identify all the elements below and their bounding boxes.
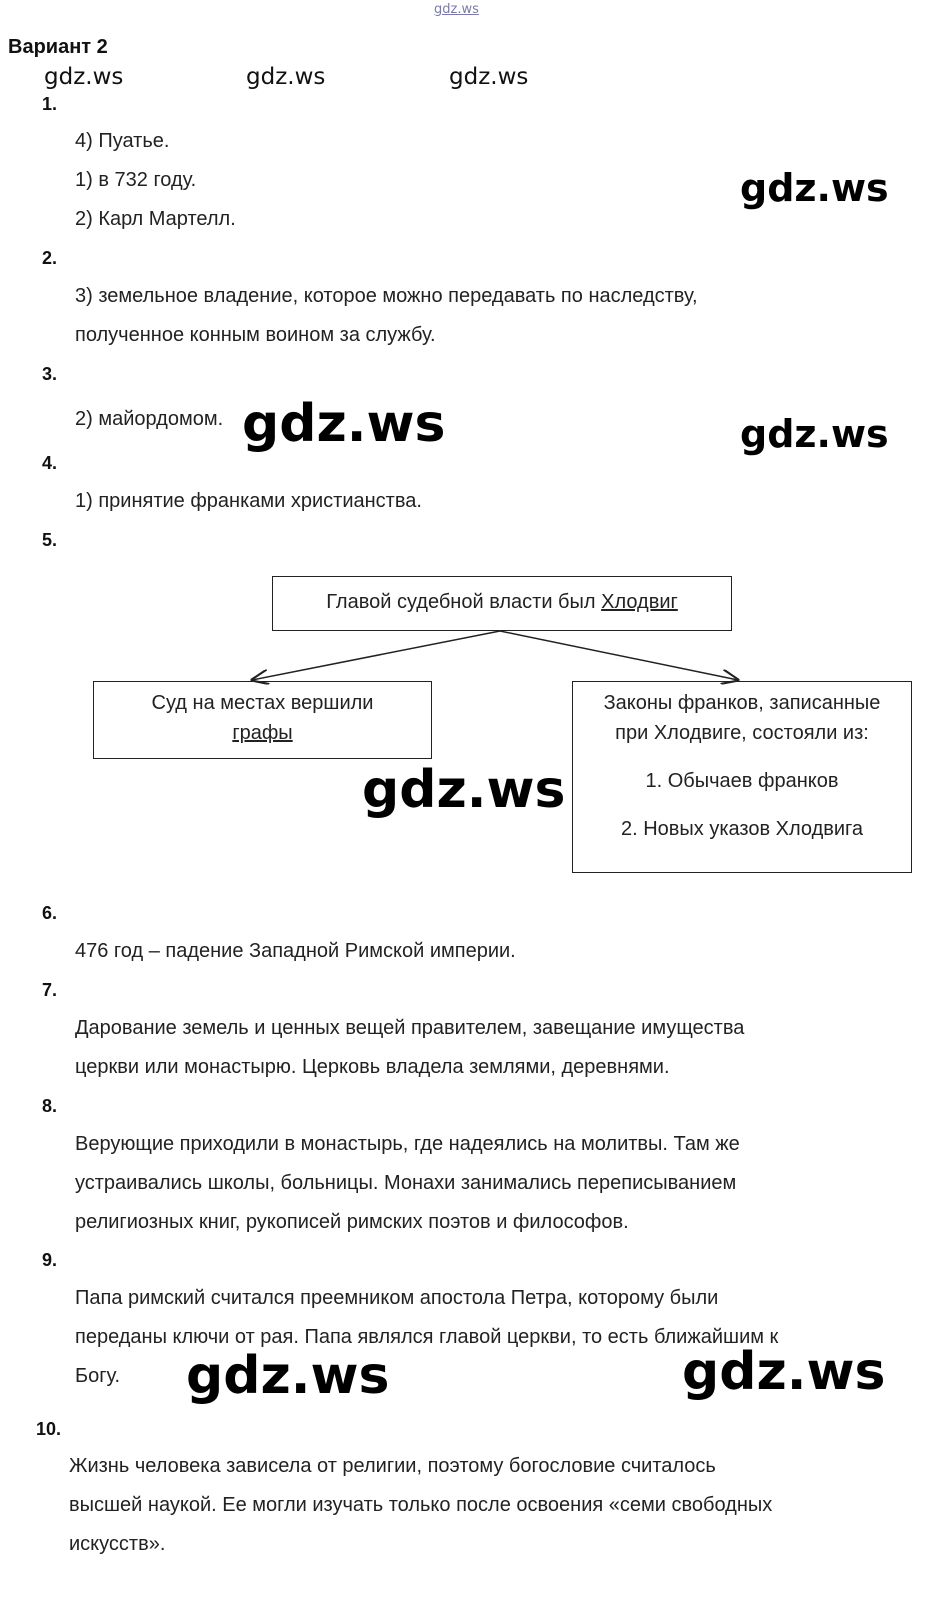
diagram-right-box-line2: при Хлодвиге, состояли из: (615, 722, 869, 744)
question-2-answer-1: 3) земельное владение, которое можно передавать по наследству, (75, 285, 698, 307)
watermark-bottom-right: gdz.ws (682, 1342, 886, 1402)
question-8-answer-2: устраивались школы, больницы. Монахи занимались переписыванием (75, 1172, 737, 1194)
question-8-answer-1: Верующие приходили в монастырь, где надеялись на молитвы. Там же (75, 1133, 740, 1155)
diagram-right-box (572, 681, 912, 873)
question-9-answer-1: Папа римский считался преемником апостола Петра, которому были (75, 1287, 719, 1309)
diagram-left-box-underlined: графы (232, 722, 293, 744)
question-5-number: 5. (42, 530, 58, 550)
question-10-answer-1: Жизнь человека зависела от религии, поэтому богословие считалось (69, 1455, 716, 1477)
question-4-number: 4. (42, 453, 58, 473)
diagram-top-box (272, 576, 732, 631)
watermark-center-2: gdz.ws (362, 760, 566, 820)
question-2-number: 2. (42, 248, 58, 268)
watermark-header-2: gdz.ws (246, 64, 326, 90)
watermark-header-3: gdz.ws (449, 64, 529, 90)
watermark-right-1: gdz.ws (740, 166, 889, 210)
question-1-answer-1: 4) Пуатье. (75, 130, 170, 152)
question-2-answer-2: полученное конным воином за службу. (75, 324, 436, 346)
question-7-answer-1: Дарование земель и ценных вещей правителем, завещание имущества (75, 1017, 745, 1039)
watermark-right-2: gdz.ws (740, 412, 889, 456)
diagram-right-box-line1: Законы франков, записанные (603, 692, 881, 714)
watermark-header-1: gdz.ws (44, 64, 124, 90)
diagram-top-box-underlined: Хлодвиг (601, 591, 678, 613)
watermark-bottom-left: gdz.ws (186, 1346, 390, 1406)
question-8-number: 8. (42, 1096, 58, 1116)
diagram-left-box-line1: Суд на местах вершили (151, 692, 374, 714)
question-10-number: 10. (36, 1419, 62, 1439)
question-7-number: 7. (42, 980, 58, 1000)
question-8-answer-3: религиозных книг, рукописей римских поэтов и философов. (75, 1211, 629, 1233)
arrow-to-right-box (500, 631, 738, 680)
diagram-top-box-text: Главой судебной власти был (326, 591, 602, 613)
question-3-number: 3. (42, 364, 58, 384)
question-1-answer-3: 2) Карл Мартелл. (75, 208, 236, 230)
diagram-left-box (93, 681, 432, 759)
watermark-top: gdz.ws (434, 2, 479, 17)
question-9-number: 9. (42, 1250, 58, 1270)
question-10-answer-3: искусств». (69, 1533, 166, 1555)
question-4-answer-1: 1) принятие франками христианства. (75, 490, 422, 512)
diagram-right-box-item2: 2. Новых указов Хлодвига (620, 818, 864, 840)
arrow-to-left-box (252, 631, 500, 680)
question-6-answer-1: 476 год – падение Западной Римской империи. (75, 940, 516, 962)
question-6-number: 6. (42, 903, 58, 923)
diagram-right-box-item1: 1. Обычаев франков (645, 770, 839, 792)
question-9-answer-2: переданы ключи от рая. Папа являлся главой церкви, то есть ближайшим к (75, 1326, 779, 1348)
question-7-answer-2: церкви или монастырю. Церковь владела землями, деревнями. (75, 1056, 670, 1078)
question-10-answer-2: высшей наукой. Ее могли изучать только после освоения «семи свободных (69, 1494, 773, 1516)
question-3-answer-1: 2) майордомом. (75, 408, 224, 430)
watermark-center-1: gdz.ws (242, 394, 446, 454)
page-title: Вариант 2 (8, 36, 108, 58)
question-9-answer-3: Богу. (75, 1365, 121, 1387)
question-1-answer-2: 1) в 732 году. (75, 169, 197, 191)
question-1-number: 1. (42, 94, 58, 114)
